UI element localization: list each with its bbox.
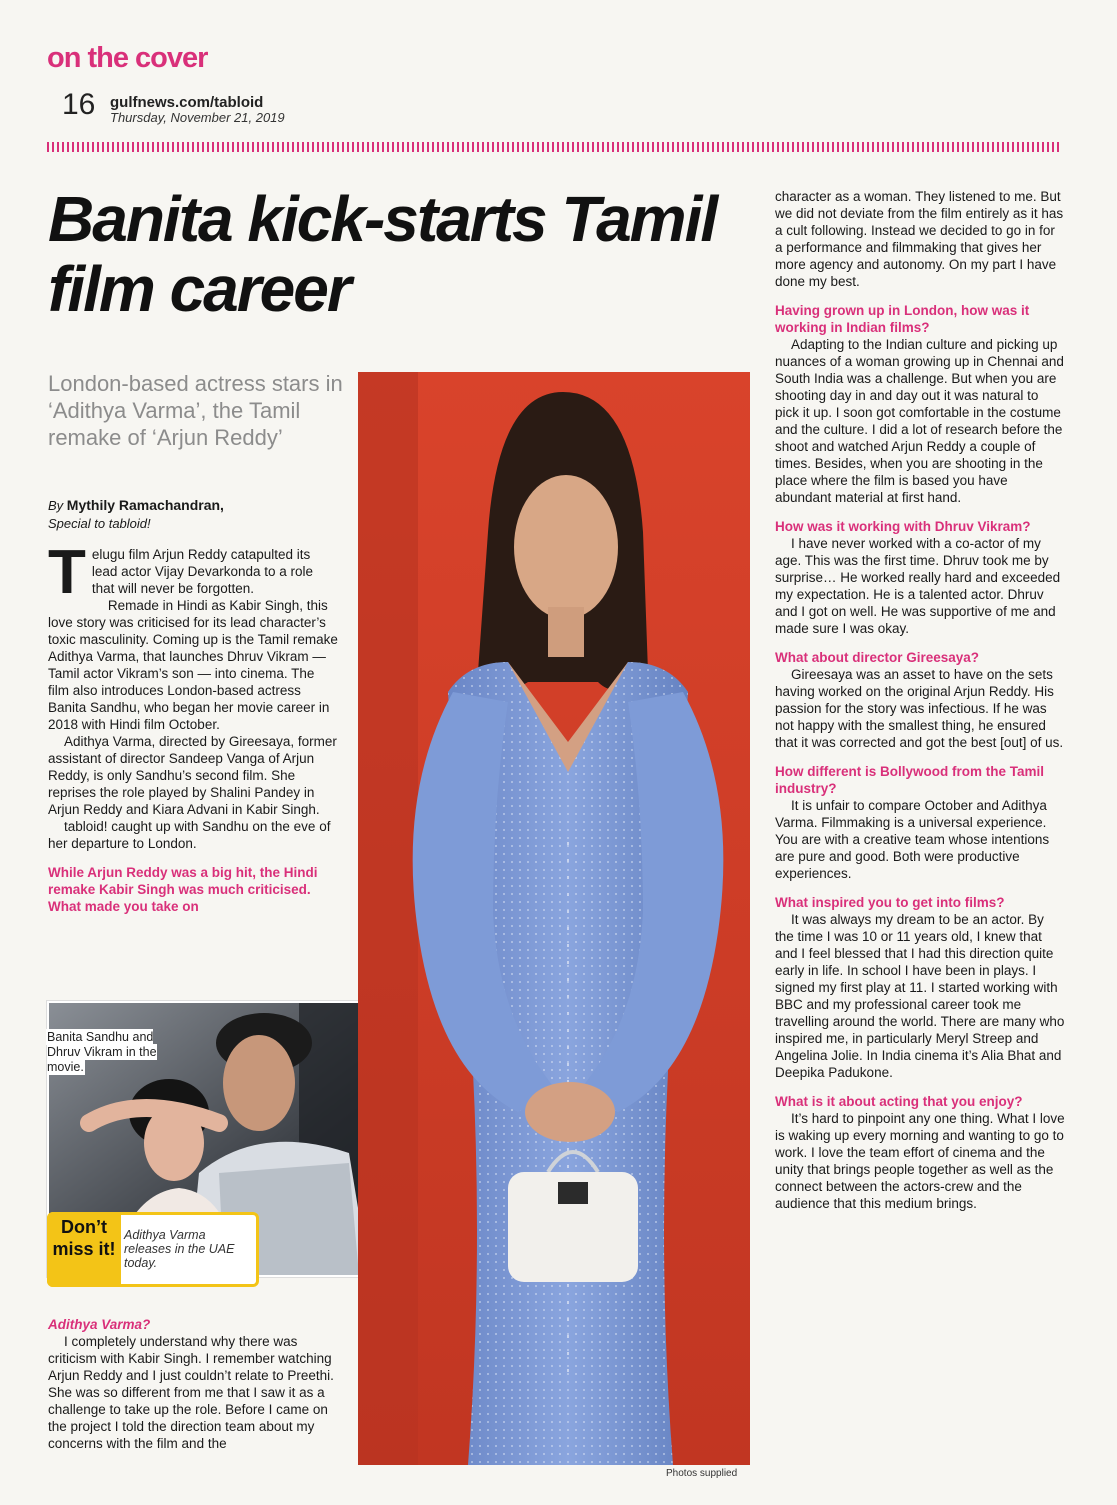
section-label: on the cover: [47, 42, 208, 74]
decorative-rule: [47, 142, 1062, 152]
promo-label: Don’t miss it!: [52, 1217, 116, 1259]
main-photo: [358, 372, 750, 1465]
question-6: What inspired you to get into films?: [775, 895, 1005, 910]
promo-text: Adithya Varma releases in the UAE today.: [124, 1228, 235, 1270]
intro-paragraph-1: [48, 538, 338, 607]
answer-5: It is unfair to compare October and Adithya Varma. Filmmaking is a universal experience. You are with a creative team whose intentions are pure and good. Both were productive experiences.: [775, 798, 1050, 881]
article-column-1: [48, 538, 338, 915]
page-number: 16: [62, 88, 96, 121]
question-7: What is it about acting that you enjoy?: [775, 1094, 1023, 1109]
byline-prefix: By: [48, 498, 64, 513]
intro-paragraph-4: tabloid! caught up with Sandhu on the eve of her departure to London.: [48, 819, 331, 851]
answer-4: Gireesaya was an asset to have on the sets having worked on the original Arjun Reddy. His passion for the story was infectious. If he was not happy with the smallest thing, he ensured that it was corrected and got the best [out] of us.: [775, 667, 1064, 750]
question-4: What about director Gireesaya?: [775, 650, 980, 665]
photo-credit: Photos supplied: [666, 1468, 738, 1479]
byline-role: Special to tabloid!: [48, 516, 151, 531]
intro-paragraph-2: Remade in Hindi as Kabir Singh, this love story was criticised for its lead character’s toxic masculinity. Coming up is the Tamil remake Adithya Varma, that launches Dhruv Vikram — Tamil actor Vikram’s son — into cinema. The film also introduces London-based actress Banita Sandhu, who began her movie career in 2018 with Hindi film October.: [48, 598, 338, 732]
drop-cap: T: [48, 538, 86, 607]
article-column-1-continued: [48, 1316, 338, 1452]
inset-caption: [47, 1030, 187, 1075]
standfirst: London-based actress stars in ‘Adithya Varma’, the Tamil remake of ‘Arjun Reddy’: [48, 371, 343, 450]
question-3: How was it working with Dhruv Vikram?: [775, 519, 1031, 534]
answer-1-continued: character as a woman. They listened to me. But we did not deviate from the film entirely as it has a cult following. Instead we decided to go in for a performance and filmmaking that gives her more agency and autonomy. On my part I have done my best.: [775, 189, 1064, 289]
answer-3: I have never worked with a co-actor of my age. This was the first time. Dhruv took me by surprise… He worked really hard and exceeded my expectation. He is a talented actor. Dhruv and I got on well. He was supportive of me and made sure I was okay.: [775, 536, 1061, 636]
headline: Banita kick-starts Tamil film career: [48, 183, 717, 325]
article-column-3: [775, 188, 1065, 1212]
answer-2: Adapting to the Indian culture and picking up nuances of a woman growing up in Chennai and South India was a challenge. But when you are shooting day in and day out it was natural to pick it up. I soon got comfortable in the costume and the culture. I did a lot of research before the shoot and watched Arjun Reddy a couple of times. Besides, when you are shooting in the place where the film is based you have abundant material at first hand.: [775, 337, 1064, 505]
answer-1: I completely understand why there was criticism with Kabir Singh. I remember watching Arjun Reddy and I just couldn’t relate to Preethi. She was so different from me that I saw it as a challenge to take up the role. Before I came on the project I told the direction team about my concerns with the film and the: [48, 1334, 334, 1451]
question-1: While Arjun Reddy was a big hit, the Hindi remake Kabir Singh was much criticised. What made you take on: [48, 865, 318, 914]
intro-p1-text: elugu film Arjun Reddy catapulted its lead actor Vijay Devarkonda to a role that will never be forgotten.: [91, 547, 314, 596]
question-1-end: Adithya Varma?: [48, 1317, 151, 1332]
site-url: gulfnews.com/tabloid: [110, 94, 264, 111]
issue-date: Thursday, November 21, 2019: [110, 110, 285, 125]
portrait-image: [358, 372, 750, 1465]
question-5: How different is Bollywood from the Tamil industry?: [775, 764, 1045, 796]
answer-7: It’s hard to pinpoint any one thing. What I love is waking up every morning and wanting to go to work. I love the team effort of cinema and the unity that brings people together as well as the connect between the actors-crew and the audience that this medium brings.: [775, 1111, 1065, 1211]
byline-author: Mythily Ramachandran,: [66, 497, 224, 513]
byline: [48, 496, 224, 533]
answer-6: It was always my dream to be an actor. By the time I was 10 or 11 years old, I knew that and I feel blessed that I had this direction quite early in life. In school I have been in plays. I signed my first play at 11. I started working with BBC and my professional career took me travelling around the world. There are many who inspired me, in particularly Meryl Streep and Angelina Jolie. In India cinema it’s Alia Bhat and Deepika Padukone.: [775, 912, 1065, 1080]
inset-caption-text: Banita Sandhu and Dhruv Vikram in the movie.: [47, 1030, 157, 1074]
question-2: Having grown up in London, how was it working in Indian films?: [775, 303, 1030, 335]
intro-paragraph-3: Adithya Varma, directed by Gireesaya, former assistant of director Sandeep Vanga of Arjun Reddy, is only Sandhu’s second film. She reprises the role played by Shalini Pandey in Arjun Reddy and Kiara Advani in Kabir Singh.: [48, 734, 337, 817]
